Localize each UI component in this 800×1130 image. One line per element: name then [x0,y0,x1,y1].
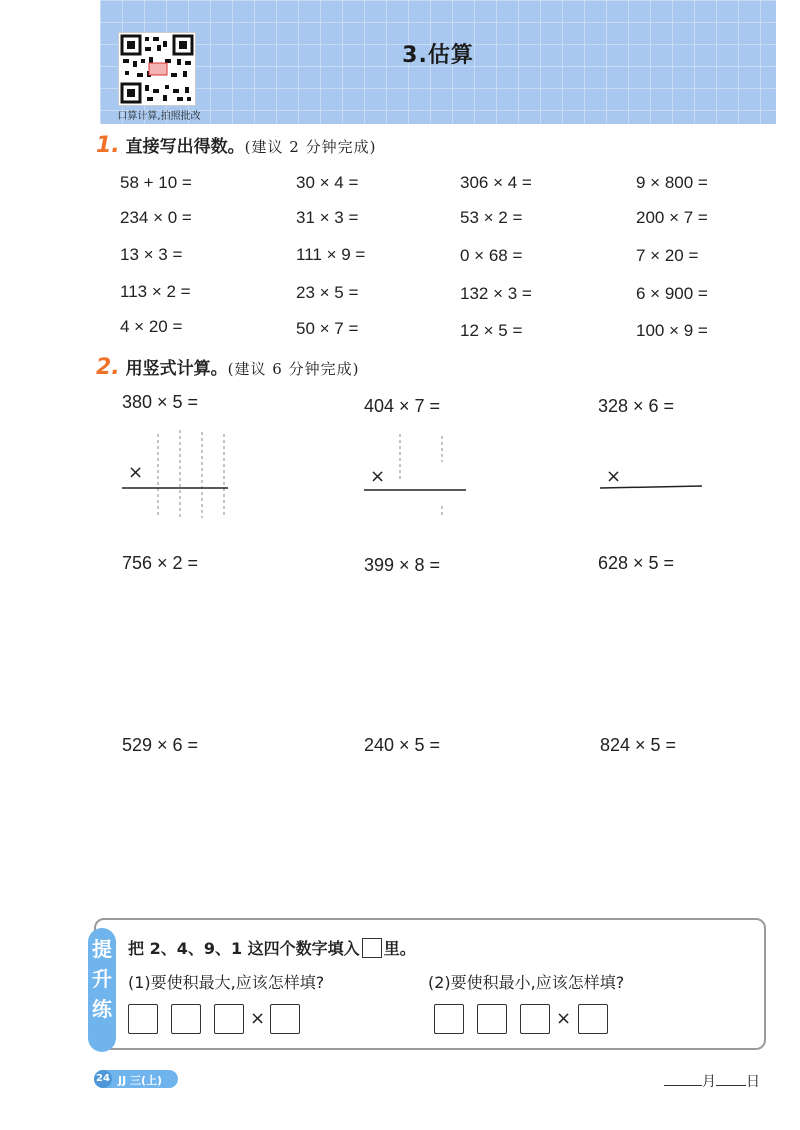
q1-expr: 306 × 4 = [460,173,532,192]
month-blank[interactable] [664,1085,702,1086]
q1-expr: 31 × 3 = [296,208,359,227]
page-title: 3.估算 [402,43,474,68]
q1-expr: 13 × 3 = [120,245,183,264]
practice-prompt-after: 里。 [383,939,416,958]
answer-box[interactable] [477,1004,507,1034]
q1-hint: (建议 2 分钟完成) [244,138,377,156]
q2-expr: 628 × 5 = [598,553,675,573]
q2-expr: 756 × 2 = [122,553,199,573]
q1-expr: 4 × 20 = [120,317,183,336]
times-sign: × [128,462,144,483]
practice-tag-char: 升 [92,967,112,991]
practice-prompt [128,936,416,959]
q1-expr: 132 × 3 = [460,284,532,303]
q2-expr: 399 × 8 = [364,555,441,575]
answer-box[interactable] [434,1004,464,1034]
times-sign: × [606,466,622,487]
q1-expr: 113 × 2 = [120,282,191,301]
q1-expr: 100 × 9 = [636,321,708,340]
q2-heading [96,354,359,380]
q2-expr: 240 × 5 = [364,735,441,755]
page-number: 24 [94,1070,112,1088]
q1-instruction: 直接写出得数。 [125,137,245,157]
q1-expr: 200 × 7 = [636,208,708,227]
practice-prompt-before: 把 2、4、9、1 这四个数字填入 [128,939,360,958]
answer-box[interactable] [214,1004,244,1034]
footer-badge [94,1070,178,1088]
q1-expr: 0 × 68 = [460,246,523,265]
q1-expr: 7 × 20 = [636,246,699,265]
qr-code-icon[interactable] [118,32,196,106]
times-sign: × [370,466,386,487]
header-banner [100,0,776,124]
times-sign: × [250,1008,266,1029]
practice-tag-char: 提 [92,937,112,961]
answer-box[interactable] [128,1004,158,1034]
q1-number: 1. [96,133,120,158]
month-label: 月 [702,1074,716,1090]
q1-expr: 111 × 9 = [296,245,366,264]
q1-expr: 6 × 900 = [636,284,708,303]
answer-box[interactable] [270,1004,300,1034]
q1-expr: 12 × 5 = [460,321,523,340]
practice-tag [88,928,116,1052]
answer-box[interactable] [578,1004,608,1034]
q1-expr: 30 × 4 = [296,173,359,192]
q2-expr: 404 × 7 = [364,396,441,416]
qr-caption: 口算计算,拍照批改 [117,111,201,122]
day-label: 日 [746,1074,760,1090]
q2-hint: (建议 6 分钟完成) [227,360,360,378]
practice-tag-char: 练 [92,997,112,1021]
q1-expr: 234 × 0 = [120,208,192,227]
q1-expr: 50 × 7 = [296,319,359,338]
q2-expr: 824 × 5 = [600,735,677,755]
times-sign: × [556,1008,572,1029]
q2-expr: 380 × 5 = [122,392,199,412]
practice-sub2: (2)要使积最小,应该怎样填? [428,973,625,992]
q2-expr: 328 × 6 = [598,396,675,416]
date-field [664,1071,760,1091]
q2-instruction: 用竖式计算。 [125,359,228,379]
q2-number: 2. [96,355,120,380]
q1-expr: 53 × 2 = [460,208,523,227]
answer-box[interactable] [520,1004,550,1034]
q1-heading [96,132,376,158]
answer-box[interactable] [171,1004,201,1034]
answer-box-icon [362,938,382,958]
practice-sub1: (1)要使积最大,应该怎样填? [128,973,325,992]
day-blank[interactable] [716,1085,746,1086]
q2-expr: 529 × 6 = [122,735,199,755]
q1-expr: 23 × 5 = [296,283,359,302]
q1-expr: 9 × 800 = [636,173,708,192]
book-label: JJ 三(上) [118,1074,163,1087]
q1-expr: 58 + 10 = [120,173,192,192]
